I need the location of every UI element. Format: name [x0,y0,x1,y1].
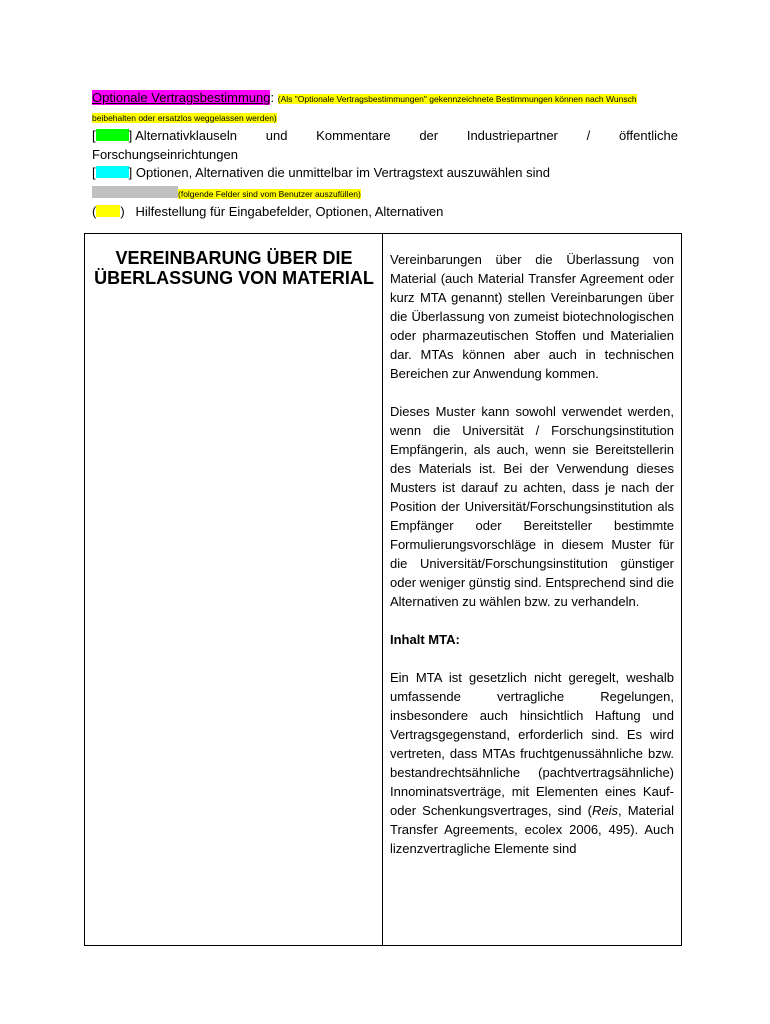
cyan-text: Optionen, Alternativen die unmittelbar im Vertragstext auszuwählen sind [135,165,550,180]
green-word: Kommentare [316,128,391,143]
green-swatch [96,129,129,141]
legend-gray [92,183,678,204]
commentary-column [390,250,674,877]
legend-yellow: ( ) Hilfestellung für Eingabefelder, Optionen, Alternativen [92,204,444,219]
green-word: der [419,128,439,143]
optional-note: (Als "Optionale Vertragsbestimmungen" gekennzeichnete Bestimmungen können nach Wunsch beibehalten oder ersatzlos weggelassen werden) [92,94,637,123]
commentary-paragraph [390,668,674,858]
gray-note: (folgende Felder sind vom Benutzer auszufüllen) [178,189,361,199]
green-word: und [265,128,288,143]
author-italic: Reis [591,803,618,818]
legend-cyan: [ ] Optionen, Alternativen die unmittelbar im Vertragstext auszuwählen sind [92,165,550,180]
commentary-paragraph: Dieses Muster kann sowohl verwendet werden, wenn die Universität / Forschungsinstitution Empfängerin, als auch, wenn sie Bereitstellerin des Materials ist. Bei der Verwendung dieses Musters ist darauf zu achten, dass je nach der Position der Universität/Forschungsinstitution als Empfänger oder Bereitsteller bestimmte Formulierungsvorschläge in diesem Muster für die Universität/Forschungsinstitution günstiger oder weniger günstig sind. Entsprechend sind die Alternativen zu wählen bzw. zu verhandeln. [390,404,675,609]
yellow-swatch [96,205,120,217]
optional-label: Optionale Vertragsbestimmung [92,90,271,105]
green-line2: Forschungseinrichtungen [92,147,238,162]
optional-colon: : [270,90,275,105]
gray-swatch [92,186,178,198]
column-divider [382,234,383,945]
green-word: Industriepartner [466,128,558,143]
document-title: VEREINBARUNG ÜBER DIE ÜBERLASSUNG VON MATERIAL [94,248,374,288]
green-word: Alternativklauseln [135,128,238,143]
green-word: / [586,128,591,143]
yellow-text: Hilfestellung für Eingabefelder, Optionen, Alternativen [135,204,444,219]
commentary-paragraph: Vereinbarungen über die Überlassung von Material (auch Material Transfer Agreement oder kurz MTA genannt) stellen Vereinbarungen über die Überlassung von zumeist biotechnologischen oder pharmazeutischen Stoffen und Materialien dar. MTAs können aber auch in technischen Bereichen zur Anwendung kommen. [390,252,674,381]
green-swatch-group: [ ] Alternativklauseln [92,128,238,143]
legend-green-line1 [92,126,678,145]
legend-optional [92,89,678,127]
paragraph-text: Ein MTA ist gesetzlich nicht geregelt, weshalb umfassende vertragliche Regelungen, insbesondere auch hinsichtlich Haftung und Vertragsgegenstand, erforderlich sind. Es wird vertreten, dass MTAs fruchtgenussähnliche bzw. bestandrechtsähnliche (pachtvertragsähnliche) Innominatsverträge, mit Elementen eines Kauf- oder Schenkungsvertrages, sind ( [390,670,674,818]
green-word: öffentliche [618,128,678,143]
legend-green [92,126,678,164]
cyan-swatch [96,166,129,178]
paragraph-text: , Material Transfer Agreements, ecolex 2006, 495). Auch lizenzvertragliche Elemente sind [390,803,674,856]
content-table [84,233,682,946]
section-heading: Inhalt MTA: [390,632,460,647]
